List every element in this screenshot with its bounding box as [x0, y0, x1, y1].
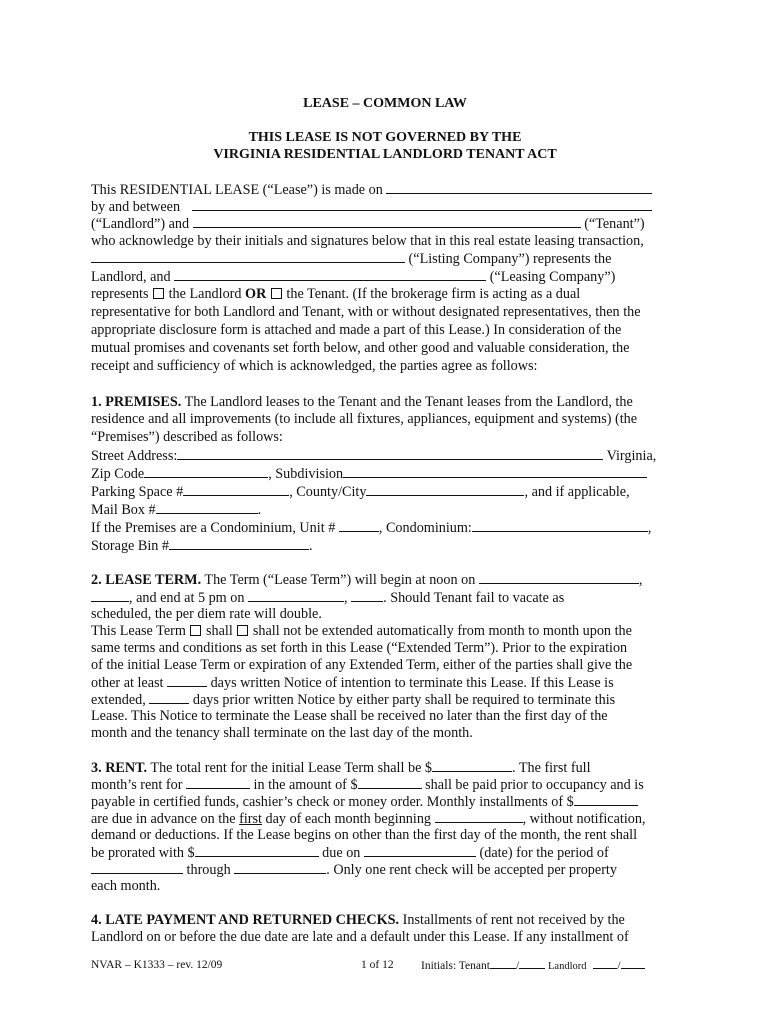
- term-line-1: [91, 571, 681, 589]
- late-line-1: [91, 912, 681, 929]
- street-address-field[interactable]: [177, 447, 603, 460]
- initials-block: [421, 958, 645, 974]
- parking-space-field[interactable]: [183, 483, 289, 496]
- rent-text: The total rent for the initial Lease Term shall be $: [150, 760, 433, 776]
- rent-text: . The first full: [512, 760, 591, 776]
- intro-line-4: who acknowledge by their initials and signatures below that in this real estate leasing transaction,: [91, 233, 644, 249]
- rent-text: be prorated with $: [91, 845, 195, 861]
- term-text: , and end at 5 pm on: [129, 590, 245, 606]
- mailbox-line: [91, 501, 681, 519]
- extend-shall-checkbox[interactable]: [190, 625, 201, 636]
- tenant-initials-field-1[interactable]: [490, 958, 516, 969]
- intro-text: represents: [91, 286, 149, 302]
- intro-text: the Landlord: [168, 286, 242, 302]
- rent-line-3: [91, 793, 681, 811]
- intro-line-10: mutual promises and covenants set forth below, and other good and valuable consideration, the: [91, 340, 630, 356]
- term-end-year-field[interactable]: [351, 589, 383, 602]
- term-line-9: Lease. This Notice to terminate the Lease shall be received no later than the first day of the: [91, 708, 608, 724]
- slash: /: [617, 960, 621, 972]
- condominium-label: , Condominium:: [378, 520, 472, 536]
- intro-line-6: [91, 268, 681, 286]
- parking-county-line: [91, 483, 681, 501]
- rent-line-2: [91, 776, 681, 794]
- slash: /: [515, 960, 520, 972]
- rent-text: . Only one rent check will be accepted per property: [326, 862, 617, 878]
- condo-unit-label: If the Premises are a Condominium, Unit #: [91, 520, 336, 536]
- period: .: [309, 538, 313, 554]
- intro-text: (“Leasing Company”): [489, 269, 616, 285]
- late-text: Installments of rent not received by the: [402, 912, 625, 928]
- county-city-label: , County/City: [289, 484, 367, 500]
- represents-tenant-checkbox[interactable]: [271, 288, 282, 299]
- rent-line-5: demand or deductions. If the Lease begins on other than the first day of the month, the rent shall: [91, 827, 638, 843]
- rent-text: , without notification,: [522, 811, 646, 827]
- term-line-3: scheduled, the per diem rate will double.: [91, 606, 322, 622]
- term-start-field[interactable]: [479, 571, 639, 584]
- prorated-period-start-field[interactable]: [91, 861, 183, 874]
- rent-text: due on: [322, 845, 361, 861]
- term-end-field[interactable]: [248, 589, 344, 602]
- state-label: Virginia,: [606, 448, 657, 464]
- condominium-line: [91, 519, 681, 537]
- tenant-initials-field-2[interactable]: [519, 958, 545, 969]
- premises-line-2: residence and all improvements (to include all fixtures, appliances, equipment and systems) (the: [91, 411, 638, 427]
- storage-bin-label: Storage Bin #: [91, 538, 170, 554]
- prorated-due-date-field[interactable]: [364, 844, 476, 857]
- rent-line-6: [91, 844, 681, 862]
- storage-bin-field[interactable]: [169, 537, 309, 550]
- rent-text: (date) for the period of: [479, 845, 609, 861]
- term-text: days prior written Notice by either party shall be required to terminate this: [192, 692, 616, 708]
- mail-box-field[interactable]: [156, 501, 258, 514]
- comma: ,: [647, 520, 652, 536]
- lease-date-field[interactable]: [386, 181, 652, 194]
- intro-text: the Tenant. (If the brokerage firm is acting as a dual: [286, 286, 581, 302]
- term-text: extended,: [91, 692, 146, 708]
- rent-line-7: [91, 861, 681, 879]
- period: .: [257, 502, 262, 518]
- intro-text: This RESIDENTIAL LEASE (“Lease”) is made on: [91, 182, 383, 198]
- landlord-initials-field-1[interactable]: [593, 958, 617, 969]
- rent-text: shall be paid prior to occupancy and is: [425, 777, 644, 793]
- rent-line-1: [91, 759, 681, 777]
- parking-space-label: Parking Space #: [91, 484, 184, 500]
- landlord-initials-field-2[interactable]: [621, 958, 645, 969]
- intro-text: by and between: [91, 199, 181, 215]
- prorated-period-end-field[interactable]: [234, 861, 326, 874]
- term-text: shall not be extended automatically from month to month upon the: [252, 623, 632, 639]
- intro-line-9: appropriate disclosure form is attached and made a part of this Lease.) In consideration of the: [91, 322, 622, 338]
- intro-line-8: representative for both Landlord and Tenant, with or without designated representatives, then the: [91, 304, 641, 320]
- landlord-name-field[interactable]: [192, 198, 652, 211]
- rent-heading: 3. RENT.: [91, 760, 148, 776]
- rent-text: through: [186, 862, 231, 878]
- comma: ,: [638, 572, 643, 588]
- rent-text: month’s rent for: [91, 777, 183, 793]
- form-number: NVAR – K1333 – rev. 12/09: [91, 959, 223, 971]
- zip-code-field[interactable]: [144, 465, 268, 478]
- term-text: days written Notice of intention to terminate this Lease. If this Lease is: [210, 675, 614, 691]
- subdivision-label: , Subdivision: [268, 466, 344, 482]
- term-text: . Should Tenant fail to vacate as: [383, 590, 565, 606]
- street-address-line: [91, 447, 681, 465]
- rent-line-8: each month.: [91, 878, 161, 894]
- rent-text: are due in advance on the: [91, 811, 236, 827]
- term-line-10: month and the tenancy shall terminate on the last day of the month.: [91, 725, 473, 741]
- rent-line-4: [91, 810, 681, 828]
- intro-line-11: receipt and sufficiency of which is acknowledged, the parties agree as follows:: [91, 358, 538, 374]
- term-text: This Lease Term: [91, 623, 186, 639]
- county-city-field[interactable]: [366, 483, 524, 496]
- monthly-installment-field[interactable]: [574, 793, 638, 806]
- initials-tenant-label: Initials: Tenant: [421, 960, 490, 972]
- intro-text: (“Listing Company”) represents the: [408, 251, 612, 267]
- late-payment-heading: 4. LATE PAYMENT AND RETURNED CHECKS.: [91, 912, 400, 928]
- tenant-name-field[interactable]: [193, 215, 581, 228]
- lease-term-heading: 2. LEASE TERM.: [91, 572, 202, 588]
- notice-line-1: THIS LEASE IS NOT GOVERNED BY THE: [248, 130, 522, 145]
- premises-text: The Landlord leases to the Tenant and the Tenant leases from the Landlord, the: [184, 394, 633, 410]
- prorated-amount-field[interactable]: [195, 844, 319, 857]
- initials-landlord-label: Landlord: [548, 961, 587, 972]
- rent-text: day of each month beginning: [265, 811, 432, 827]
- notice-days-field[interactable]: [167, 674, 207, 687]
- term-line-6: of the initial Lease Term or expiration of any Extended Term, either of the parties shall give the: [91, 657, 633, 673]
- term-line-7: [91, 674, 681, 692]
- term-line-4: [91, 623, 681, 640]
- zip-subdivision-line: [91, 465, 681, 483]
- first-month-amount-field[interactable]: [358, 776, 422, 789]
- condominium-field[interactable]: [472, 519, 648, 532]
- intro-text: Landlord, and: [91, 269, 171, 285]
- rent-begin-date-field[interactable]: [435, 810, 523, 823]
- or-label: OR: [245, 286, 267, 302]
- first-emphasis: first: [239, 811, 262, 827]
- intro-line-2: [91, 198, 681, 216]
- total-rent-field[interactable]: [432, 759, 512, 772]
- term-text: shall: [205, 623, 233, 639]
- leasing-company-field[interactable]: [174, 268, 486, 281]
- rent-text: in the amount of $: [253, 777, 358, 793]
- storage-bin-line: [91, 537, 681, 555]
- intro-line-7: [91, 286, 681, 303]
- premises-line-1: [91, 394, 681, 411]
- listing-company-field[interactable]: [91, 250, 405, 263]
- document-title: LEASE – COMMON LAW: [303, 96, 467, 111]
- term-text: The Term (“Lease Term”) will begin at noon on: [204, 572, 476, 588]
- late-line-2: Landlord on or before the due date are late and a default under this Lease. If any installment of: [91, 929, 629, 945]
- term-line-5: same terms and conditions as set forth in this Lease (“Extended Term”). Prior to the expiration: [91, 640, 628, 656]
- intro-line-3: [91, 215, 681, 233]
- subdivision-field[interactable]: [343, 465, 647, 478]
- premises-line-3: “Premises”) described as follows:: [91, 429, 283, 445]
- intro-text: (“Tenant”): [584, 216, 645, 232]
- notice-line-2: VIRGINIA RESIDENTIAL LANDLORD TENANT ACT: [213, 147, 557, 162]
- rent-text: payable in certified funds, cashier’s check or money order. Monthly installments of $: [91, 794, 574, 810]
- extended-notice-days-field[interactable]: [149, 691, 189, 704]
- condo-unit-field[interactable]: [339, 519, 379, 532]
- intro-line-5: [91, 250, 681, 268]
- term-text: other at least: [91, 675, 164, 691]
- first-month-field[interactable]: [186, 776, 250, 789]
- intro-line-1: [91, 181, 681, 199]
- term-start-year-field[interactable]: [91, 589, 129, 602]
- zip-code-label: Zip Code: [91, 466, 145, 482]
- mail-box-label: Mail Box #: [91, 502, 156, 518]
- term-line-2: , and end at 5 pm on , . Should Tenant fail to vacate as: [91, 589, 681, 607]
- extend-shall-not-checkbox[interactable]: [237, 625, 248, 636]
- page-number: 1 of 12: [361, 959, 394, 971]
- premises-heading: 1. PREMISES.: [91, 394, 182, 410]
- represents-landlord-checkbox[interactable]: [153, 288, 164, 299]
- street-address-label: Street Address:: [91, 448, 178, 464]
- applicable-label: , and if applicable,: [524, 484, 630, 500]
- term-line-8: [91, 691, 681, 709]
- intro-text: (“Landlord”) and: [91, 216, 190, 232]
